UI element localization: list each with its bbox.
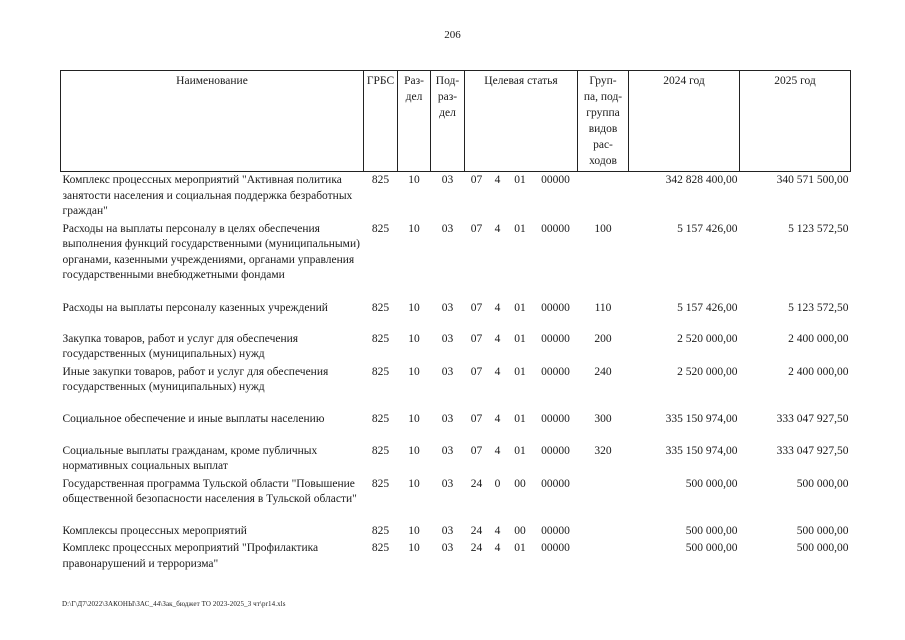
row-podrazdel: 03 bbox=[441, 412, 454, 425]
row-target-program: 07 bbox=[470, 222, 483, 235]
row-target-program: 24 bbox=[470, 477, 483, 490]
row-amount-2025: 333 047 927,50 bbox=[776, 412, 849, 425]
table-row bbox=[61, 540, 851, 573]
row-amount-2024: 2 520 000,00 bbox=[677, 332, 738, 345]
table-row bbox=[61, 411, 851, 443]
table-row bbox=[61, 443, 851, 476]
row-grbs: 825 bbox=[371, 524, 390, 537]
row-grbs: 825 bbox=[371, 301, 390, 314]
row-expense-group: 240 bbox=[594, 365, 612, 378]
row-name: Комплекс процессных мероприятий "Профилактика правонарушений и терроризма" bbox=[62, 542, 319, 570]
row-razdel: 10 bbox=[408, 542, 420, 554]
row-amount-2024: 335 150 974,00 bbox=[665, 412, 738, 425]
budget-table bbox=[60, 70, 851, 573]
row-amount-2025: 500 000,00 bbox=[796, 477, 849, 490]
row-amount-2024: 5 157 426,00 bbox=[677, 222, 738, 235]
row-podrazdel: 03 bbox=[441, 222, 454, 235]
header-razdel: Раз- дел bbox=[398, 71, 431, 172]
row-name: Расходы на выплаты персоналу казенных учреждений bbox=[62, 301, 328, 314]
row-podrazdel: 03 bbox=[441, 524, 454, 537]
row-target-program: 07 bbox=[470, 332, 483, 345]
row-razdel: 10 bbox=[408, 332, 420, 345]
row-target-structure: 01 bbox=[514, 542, 526, 554]
row-target-structure: 00 bbox=[514, 524, 526, 537]
row-target-type: 4 bbox=[494, 301, 501, 314]
header-target-article: Целевая статья bbox=[465, 71, 578, 172]
table-row bbox=[61, 221, 851, 300]
row-target-program: 07 bbox=[470, 365, 483, 378]
table-row bbox=[61, 523, 851, 541]
table-row bbox=[61, 476, 851, 523]
row-name: Комплексы процессных мероприятий bbox=[62, 524, 247, 537]
row-target-structure: 01 bbox=[514, 222, 526, 235]
row-name: Социальные выплаты гражданам, кроме публичных нормативных социальных выплат bbox=[62, 444, 318, 472]
row-target-structure: 01 bbox=[514, 412, 526, 425]
table-header-row bbox=[61, 71, 851, 172]
row-target-type: 4 bbox=[494, 412, 501, 425]
row-target-direction: 00000 bbox=[541, 444, 570, 457]
row-amount-2025: 5 123 572,50 bbox=[788, 222, 849, 235]
page-number: 206 bbox=[444, 29, 461, 41]
footer-file-path: D:\Г\Д7\2022\ЗАКОНЫ\ЗАС_44\Зак_бюджет ТО 2023-2025_3 чт\pr14.xls bbox=[62, 600, 286, 608]
row-grbs: 825 bbox=[371, 412, 390, 425]
row-target-direction: 00000 bbox=[541, 542, 570, 554]
row-target-structure: 01 bbox=[514, 444, 526, 457]
row-target-type: 4 bbox=[494, 542, 501, 554]
row-target-type: 4 bbox=[494, 222, 501, 235]
row-amount-2025: 500 000,00 bbox=[796, 524, 849, 537]
row-name: Комплекс процессных мероприятий "Активная политика занятости населения и социальная поддержка безработных граждан" bbox=[62, 174, 353, 217]
row-target-structure: 00 bbox=[514, 477, 526, 490]
row-amount-2025: 340 571 500,00 bbox=[776, 174, 849, 186]
row-target-program: 24 bbox=[470, 542, 483, 554]
row-razdel: 10 bbox=[408, 524, 420, 537]
header-grbs: ГРБС bbox=[364, 71, 398, 172]
row-expense-group: 320 bbox=[594, 444, 612, 457]
row-target-type: 4 bbox=[494, 365, 501, 378]
row-grbs: 825 bbox=[371, 332, 390, 345]
row-target-program: 07 bbox=[470, 174, 483, 186]
row-podrazdel: 03 bbox=[441, 477, 454, 490]
row-grbs: 825 bbox=[371, 444, 390, 457]
row-amount-2024: 335 150 974,00 bbox=[665, 444, 738, 457]
row-expense-group bbox=[578, 540, 629, 573]
row-target-direction: 00000 bbox=[541, 174, 570, 186]
row-podrazdel: 03 bbox=[441, 174, 454, 186]
table-row bbox=[61, 364, 851, 411]
row-target-structure: 01 bbox=[514, 332, 526, 345]
table-row bbox=[61, 300, 851, 331]
row-podrazdel: 03 bbox=[441, 542, 454, 554]
row-razdel: 10 bbox=[408, 444, 420, 457]
row-amount-2025: 333 047 927,50 bbox=[776, 444, 849, 457]
row-podrazdel: 03 bbox=[441, 365, 454, 378]
row-amount-2025: 2 400 000,00 bbox=[788, 365, 849, 378]
row-target-direction: 00000 bbox=[541, 332, 570, 345]
row-amount-2025: 5 123 572,50 bbox=[788, 301, 849, 314]
row-target-structure: 01 bbox=[514, 301, 526, 314]
row-expense-group: 100 bbox=[594, 222, 612, 235]
row-target-type: 4 bbox=[494, 332, 501, 345]
row-razdel: 10 bbox=[408, 477, 420, 490]
row-razdel: 10 bbox=[408, 365, 420, 378]
row-expense-group bbox=[578, 172, 629, 221]
row-target-type: 4 bbox=[494, 524, 501, 537]
row-target-direction: 00000 bbox=[541, 477, 570, 490]
row-amount-2024: 500 000,00 bbox=[685, 542, 738, 554]
row-grbs: 825 bbox=[371, 365, 390, 378]
row-expense-group: 200 bbox=[594, 332, 612, 345]
header-2025: 2025 год bbox=[740, 71, 851, 172]
row-target-structure: 01 bbox=[514, 174, 526, 186]
row-razdel: 10 bbox=[408, 222, 420, 235]
row-expense-group bbox=[578, 523, 629, 541]
row-target-direction: 00000 bbox=[541, 412, 570, 425]
row-amount-2024: 342 828 400,00 bbox=[665, 174, 738, 186]
row-amount-2024: 500 000,00 bbox=[685, 524, 738, 537]
row-target-type: 4 bbox=[494, 174, 501, 186]
row-podrazdel: 03 bbox=[441, 301, 454, 314]
row-expense-group: 110 bbox=[594, 301, 612, 314]
row-target-program: 24 bbox=[470, 524, 483, 537]
row-expense-group: 300 bbox=[594, 412, 612, 425]
row-target-program: 07 bbox=[470, 412, 483, 425]
row-grbs: 825 bbox=[371, 222, 390, 235]
row-name: Расходы на выплаты персоналу в целях обеспечения выполнения функций государственными (муниципальными) органами, казенными учреждениями, органами управления государственными внебюджетными фондами bbox=[62, 222, 360, 281]
row-target-program: 07 bbox=[470, 444, 483, 457]
table-row bbox=[61, 172, 851, 221]
row-target-direction: 00000 bbox=[541, 222, 570, 235]
row-amount-2024: 5 157 426,00 bbox=[677, 301, 738, 314]
row-razdel: 10 bbox=[408, 174, 420, 186]
row-grbs: 825 bbox=[371, 174, 390, 186]
header-name: Наименование bbox=[61, 71, 364, 172]
row-target-direction: 00000 bbox=[541, 365, 570, 378]
row-podrazdel: 03 bbox=[441, 444, 454, 457]
header-2024: 2024 год bbox=[629, 71, 740, 172]
table-row bbox=[61, 331, 851, 364]
row-target-direction: 00000 bbox=[541, 524, 570, 537]
row-expense-group bbox=[578, 476, 629, 523]
header-podrazdel: Под- раз- дел bbox=[431, 71, 465, 172]
row-target-type: 4 bbox=[494, 444, 501, 457]
row-grbs: 825 bbox=[371, 542, 390, 554]
row-amount-2024: 500 000,00 bbox=[685, 477, 738, 490]
row-razdel: 10 bbox=[408, 412, 420, 425]
row-razdel: 10 bbox=[408, 301, 420, 314]
row-amount-2024: 2 520 000,00 bbox=[677, 365, 738, 378]
row-target-type: 0 bbox=[494, 477, 501, 490]
row-target-direction: 00000 bbox=[541, 301, 570, 314]
row-podrazdel: 03 bbox=[441, 332, 454, 345]
header-expense-group: Груп- па, под- группа видов рас- ходов bbox=[578, 71, 629, 172]
row-name: Государственная программа Тульской области "Повышение общественной безопасности населения в Тульской области" bbox=[62, 477, 357, 505]
row-target-structure: 01 bbox=[514, 365, 526, 378]
row-name: Иные закупки товаров, работ и услуг для обеспечения государственных (муниципальных) нужд bbox=[62, 365, 329, 393]
row-name: Закупка товаров, работ и услуг для обеспечения государственных (муниципальных) нужд bbox=[62, 332, 299, 360]
row-amount-2025: 500 000,00 bbox=[796, 542, 849, 554]
row-name: Социальное обеспечение и иные выплаты населению bbox=[62, 412, 325, 425]
row-amount-2025: 2 400 000,00 bbox=[788, 332, 849, 345]
row-target-program: 07 bbox=[470, 301, 483, 314]
row-grbs: 825 bbox=[371, 477, 390, 490]
